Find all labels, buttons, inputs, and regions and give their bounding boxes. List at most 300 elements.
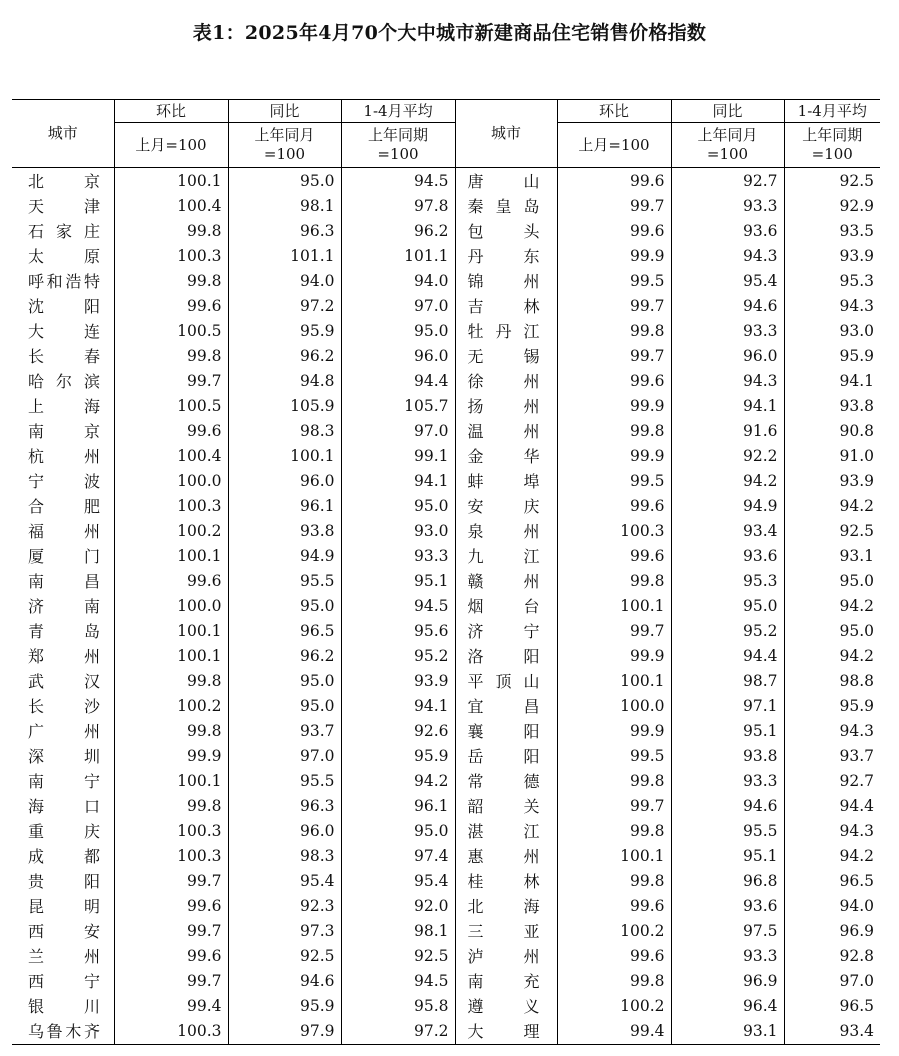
left-yoy-cell: 95.0 xyxy=(228,594,341,619)
left-city-cell xyxy=(12,669,114,694)
city-name: 沈 阳 xyxy=(28,297,100,316)
left-avg-cell: 96.0 xyxy=(341,344,455,369)
right-yoy-cell: 93.3 xyxy=(671,319,784,344)
right-city-cell xyxy=(455,194,557,219)
left-yoy-cell: 101.1 xyxy=(228,244,341,269)
left-yoy-cell: 94.0 xyxy=(228,269,341,294)
right-city-cell xyxy=(455,244,557,269)
left-mom-cell: 99.6 xyxy=(114,894,228,919)
left-mom-cell: 100.1 xyxy=(114,644,228,669)
right-yoy-cell: 96.9 xyxy=(671,969,784,994)
right-mom-cell: 99.6 xyxy=(557,894,671,919)
right-city-cell xyxy=(455,769,557,794)
right-avg-cell: 95.0 xyxy=(839,622,874,640)
city-name: 九 江 xyxy=(467,547,540,566)
left-yoy-cell: 96.2 xyxy=(228,644,341,669)
right-mom-cell: 99.8 xyxy=(557,419,671,444)
city-name: 成 都 xyxy=(28,847,100,866)
left-avg-cell: 94.5 xyxy=(341,969,455,994)
left-yoy-cell: 96.1 xyxy=(228,494,341,519)
right-city-cell xyxy=(455,794,557,819)
right-yoy-cell: 94.2 xyxy=(671,469,784,494)
left-city-cell xyxy=(12,644,114,669)
city-name: 呼 和 浩 特 xyxy=(28,272,100,291)
left-yoy-cell: 98.3 xyxy=(228,844,341,869)
right-mom-cell: 100.1 xyxy=(557,669,671,694)
table-row xyxy=(12,168,880,195)
yoy-base-line1: 上年同月 xyxy=(254,126,315,144)
right-yoy-cell: 95.4 xyxy=(671,269,784,294)
table-row xyxy=(12,869,880,894)
mom-header-left: 环比 xyxy=(114,100,228,123)
left-yoy-cell: 96.3 xyxy=(228,219,341,244)
city-name: 宜 昌 xyxy=(467,697,540,716)
left-city-cell xyxy=(12,944,114,969)
left-mom-cell: 100.1 xyxy=(114,544,228,569)
left-city-cell xyxy=(12,569,114,594)
right-city-cell xyxy=(455,669,557,694)
left-yoy-cell: 95.9 xyxy=(228,319,341,344)
city-name: 安 庆 xyxy=(467,497,540,516)
left-city-cell xyxy=(12,168,114,195)
city-name: 哈 尔 滨 xyxy=(28,372,100,391)
right-yoy-cell: 97.1 xyxy=(671,694,784,719)
right-mom-cell: 99.4 xyxy=(557,1019,671,1045)
left-yoy-cell: 97.0 xyxy=(228,744,341,769)
table-row xyxy=(12,644,880,669)
table-row xyxy=(12,594,880,619)
left-mom-cell: 99.8 xyxy=(114,794,228,819)
table-row xyxy=(12,294,880,319)
table-row xyxy=(12,344,880,369)
left-avg-cell: 95.0 xyxy=(341,819,455,844)
city-name: 扬 州 xyxy=(467,397,540,416)
left-mom-cell: 100.3 xyxy=(114,244,228,269)
left-yoy-cell: 93.7 xyxy=(228,719,341,744)
right-yoy-cell: 92.2 xyxy=(671,444,784,469)
left-avg-cell: 95.0 xyxy=(341,494,455,519)
left-city-cell xyxy=(12,294,114,319)
table-row xyxy=(12,319,880,344)
left-yoy-cell: 95.0 xyxy=(228,669,341,694)
right-city-cell xyxy=(455,619,557,644)
left-mom-cell: 100.4 xyxy=(114,444,228,469)
right-avg-cell: 95.9 xyxy=(839,347,874,365)
right-mom-cell: 99.7 xyxy=(557,194,671,219)
right-yoy-cell: 93.6 xyxy=(671,219,784,244)
left-yoy-cell: 94.6 xyxy=(228,969,341,994)
left-avg-cell: 96.1 xyxy=(341,794,455,819)
right-city-cell xyxy=(455,1019,557,1045)
right-city-cell xyxy=(455,644,557,669)
avg-base-line1: 上年同期 xyxy=(367,126,428,144)
right-yoy-cell: 95.2 xyxy=(671,619,784,644)
left-city-cell xyxy=(12,619,114,644)
city-name: 银 川 xyxy=(28,997,100,1016)
table-row xyxy=(12,469,880,494)
left-avg-cell: 98.1 xyxy=(341,919,455,944)
left-yoy-cell: 96.0 xyxy=(228,469,341,494)
city-name: 南 京 xyxy=(28,422,100,441)
left-avg-cell: 95.2 xyxy=(341,644,455,669)
left-mom-cell: 99.7 xyxy=(114,969,228,994)
city-name: 长 沙 xyxy=(28,697,100,716)
left-city-cell xyxy=(12,794,114,819)
table-row xyxy=(12,769,880,794)
left-city-cell xyxy=(12,544,114,569)
city-name: 兰 州 xyxy=(28,947,100,966)
left-mom-cell: 99.7 xyxy=(114,369,228,394)
table-row xyxy=(12,194,880,219)
right-avg-cell: 91.0 xyxy=(839,447,874,465)
right-yoy-cell: 93.3 xyxy=(671,194,784,219)
right-city-cell xyxy=(455,219,557,244)
left-mom-cell: 99.9 xyxy=(114,744,228,769)
table-row xyxy=(12,394,880,419)
yoy-header-left: 同比 xyxy=(228,100,341,123)
left-avg-cell: 97.8 xyxy=(341,194,455,219)
right-city-cell xyxy=(455,694,557,719)
left-mom-cell: 99.8 xyxy=(114,219,228,244)
city-name: 南 充 xyxy=(467,972,540,991)
yoy-base-line1: 上年同月 xyxy=(697,126,758,144)
right-avg-cell: 95.0 xyxy=(839,572,874,590)
right-mom-cell: 99.8 xyxy=(557,769,671,794)
city-name: 郑 州 xyxy=(28,647,100,666)
city-name: 平 顶 山 xyxy=(467,672,540,691)
left-city-cell xyxy=(12,344,114,369)
left-mom-cell: 100.5 xyxy=(114,394,228,419)
left-yoy-cell: 98.1 xyxy=(228,194,341,219)
right-avg-cell: 94.4 xyxy=(839,797,874,815)
city-name: 桂 林 xyxy=(467,872,540,891)
right-yoy-cell: 94.3 xyxy=(671,244,784,269)
table-row xyxy=(12,694,880,719)
right-city-cell xyxy=(455,994,557,1019)
city-name: 贵 阳 xyxy=(28,872,100,891)
right-mom-cell: 99.6 xyxy=(557,944,671,969)
right-yoy-cell: 94.6 xyxy=(671,794,784,819)
table-row xyxy=(12,219,880,244)
left-avg-cell: 105.7 xyxy=(341,394,455,419)
right-yoy-cell: 93.3 xyxy=(671,944,784,969)
right-city-cell xyxy=(455,919,557,944)
right-mom-cell: 99.7 xyxy=(557,344,671,369)
city-name: 大 连 xyxy=(28,322,100,341)
mom-header-right: 环比 xyxy=(557,100,671,123)
right-mom-cell: 99.8 xyxy=(557,569,671,594)
left-yoy-cell: 93.8 xyxy=(228,519,341,544)
city-name: 济 南 xyxy=(28,597,100,616)
right-mom-cell: 100.1 xyxy=(557,844,671,869)
left-mom-cell: 99.6 xyxy=(114,944,228,969)
city-name: 南 宁 xyxy=(28,772,100,791)
right-avg-cell: 94.2 xyxy=(839,497,874,515)
right-city-cell xyxy=(455,569,557,594)
right-mom-cell: 99.8 xyxy=(557,869,671,894)
city-name: 烟 台 xyxy=(467,597,540,616)
yoy-base-line2: =100 xyxy=(706,145,749,163)
city-name: 石 家 庄 xyxy=(28,222,100,241)
left-mom-cell: 99.8 xyxy=(114,344,228,369)
right-mom-cell: 99.9 xyxy=(557,719,671,744)
yoy-base-right xyxy=(671,123,784,168)
left-avg-cell: 93.9 xyxy=(341,669,455,694)
avg-base-line2: =100 xyxy=(811,145,853,163)
right-avg-cell: 94.3 xyxy=(839,822,874,840)
right-city-cell xyxy=(455,519,557,544)
right-mom-cell: 99.7 xyxy=(557,294,671,319)
table-row xyxy=(12,544,880,569)
left-city-cell xyxy=(12,494,114,519)
left-yoy-cell: 97.2 xyxy=(228,294,341,319)
avg-base-left xyxy=(341,123,455,168)
city-header-right: 城市 xyxy=(455,100,557,168)
left-avg-cell: 96.2 xyxy=(341,219,455,244)
city-name: 吉 林 xyxy=(467,297,540,316)
city-name: 温 州 xyxy=(467,422,540,441)
right-avg-cell: 96.5 xyxy=(839,997,874,1015)
left-mom-cell: 100.3 xyxy=(114,844,228,869)
left-avg-cell: 95.6 xyxy=(341,619,455,644)
right-mom-cell: 99.6 xyxy=(557,219,671,244)
avg-base-right xyxy=(784,123,880,168)
city-name: 厦 门 xyxy=(28,547,100,566)
left-yoy-cell: 98.3 xyxy=(228,419,341,444)
right-avg-cell: 93.1 xyxy=(839,547,874,565)
right-mom-cell: 99.5 xyxy=(557,269,671,294)
city-name: 泉 州 xyxy=(467,522,540,541)
right-yoy-cell: 93.6 xyxy=(671,544,784,569)
city-name: 济 宁 xyxy=(467,622,540,641)
right-yoy-cell: 96.0 xyxy=(671,344,784,369)
city-name: 惠 州 xyxy=(467,847,540,866)
avg-base-line2: =100 xyxy=(377,145,419,163)
left-yoy-cell: 105.9 xyxy=(228,394,341,419)
right-avg-cell: 92.7 xyxy=(839,772,874,790)
right-city-cell xyxy=(455,944,557,969)
left-mom-cell: 100.2 xyxy=(114,519,228,544)
left-city-cell xyxy=(12,769,114,794)
left-mom-cell: 99.6 xyxy=(114,294,228,319)
city-name: 青 岛 xyxy=(28,622,100,641)
right-city-cell xyxy=(455,294,557,319)
right-city-cell xyxy=(455,394,557,419)
city-name: 赣 州 xyxy=(467,572,540,591)
right-mom-cell: 100.3 xyxy=(557,519,671,544)
avg-header-left: 1-4月平均 xyxy=(341,100,455,123)
left-city-cell xyxy=(12,919,114,944)
city-name: 金 华 xyxy=(467,447,540,466)
right-mom-cell: 99.6 xyxy=(557,544,671,569)
table-row xyxy=(12,269,880,294)
right-yoy-cell: 98.7 xyxy=(671,669,784,694)
left-city-cell xyxy=(12,694,114,719)
table-row xyxy=(12,444,880,469)
right-city-cell xyxy=(455,544,557,569)
right-yoy-cell: 95.1 xyxy=(671,844,784,869)
left-avg-cell: 95.9 xyxy=(341,744,455,769)
avg-header-right: 1-4月平均 xyxy=(784,100,880,123)
city-name: 重 庆 xyxy=(28,822,100,841)
table-row xyxy=(12,819,880,844)
right-yoy-cell: 93.6 xyxy=(671,894,784,919)
right-yoy-cell: 93.8 xyxy=(671,744,784,769)
left-yoy-cell: 95.0 xyxy=(228,694,341,719)
right-city-cell xyxy=(455,168,557,195)
left-city-cell xyxy=(12,194,114,219)
price-index-table xyxy=(12,99,880,1045)
city-name: 宁 波 xyxy=(28,472,100,491)
left-yoy-cell: 97.9 xyxy=(228,1019,341,1045)
right-yoy-cell: 93.3 xyxy=(671,769,784,794)
right-mom-cell: 99.7 xyxy=(557,794,671,819)
left-avg-cell: 93.3 xyxy=(341,544,455,569)
left-city-cell xyxy=(12,744,114,769)
right-avg-cell: 97.0 xyxy=(839,972,874,990)
city-name: 杭 州 xyxy=(28,447,100,466)
right-yoy-cell: 94.6 xyxy=(671,294,784,319)
right-city-cell xyxy=(455,469,557,494)
city-name: 合 肥 xyxy=(28,497,100,516)
table-row xyxy=(12,919,880,944)
left-avg-cell: 92.5 xyxy=(341,944,455,969)
city-name: 南 昌 xyxy=(28,572,100,591)
right-yoy-cell: 93.4 xyxy=(671,519,784,544)
right-city-cell xyxy=(455,819,557,844)
left-yoy-cell: 95.9 xyxy=(228,994,341,1019)
right-mom-cell: 100.1 xyxy=(557,594,671,619)
city-name: 锦 州 xyxy=(467,272,540,291)
left-yoy-cell: 94.9 xyxy=(228,544,341,569)
right-avg-cell: 93.7 xyxy=(839,747,874,765)
table-row xyxy=(12,744,880,769)
right-city-cell xyxy=(455,719,557,744)
table-title: 表1：2025年4月70个大中城市新建商品住宅销售价格指数 xyxy=(192,22,707,44)
city-name: 乌 鲁 木 齐 xyxy=(28,1022,100,1041)
city-name: 福 州 xyxy=(28,522,100,541)
right-yoy-cell: 96.8 xyxy=(671,869,784,894)
right-avg-cell: 94.0 xyxy=(839,897,874,915)
city-name: 深 圳 xyxy=(28,747,100,766)
right-yoy-cell: 96.4 xyxy=(671,994,784,1019)
city-name: 湛 江 xyxy=(467,822,540,841)
city-name: 洛 阳 xyxy=(467,647,540,666)
right-yoy-cell: 91.6 xyxy=(671,419,784,444)
city-name: 太 原 xyxy=(28,247,100,266)
right-avg-cell: 95.3 xyxy=(839,272,874,290)
table-row xyxy=(12,844,880,869)
left-city-cell xyxy=(12,244,114,269)
right-mom-cell: 99.8 xyxy=(557,819,671,844)
left-avg-cell: 93.0 xyxy=(341,519,455,544)
left-mom-cell: 100.4 xyxy=(114,194,228,219)
right-avg-cell: 94.2 xyxy=(839,647,874,665)
left-city-cell xyxy=(12,269,114,294)
left-yoy-cell: 97.3 xyxy=(228,919,341,944)
right-mom-cell: 99.8 xyxy=(557,969,671,994)
right-city-cell xyxy=(455,594,557,619)
right-avg-cell: 94.2 xyxy=(839,847,874,865)
right-city-cell xyxy=(455,844,557,869)
left-city-cell xyxy=(12,319,114,344)
left-avg-cell: 101.1 xyxy=(341,244,455,269)
mom-base-right: 上月=100 xyxy=(557,123,671,168)
table-body xyxy=(12,168,880,1045)
city-name: 西 安 xyxy=(28,922,100,941)
left-avg-cell: 97.2 xyxy=(341,1019,455,1045)
right-yoy-cell: 95.0 xyxy=(671,594,784,619)
right-mom-cell: 99.5 xyxy=(557,744,671,769)
left-avg-cell: 95.1 xyxy=(341,569,455,594)
right-avg-cell: 93.5 xyxy=(839,222,874,240)
left-city-cell xyxy=(12,594,114,619)
left-yoy-cell: 95.4 xyxy=(228,869,341,894)
table-row xyxy=(12,794,880,819)
city-name: 西 宁 xyxy=(28,972,100,991)
left-yoy-cell: 95.5 xyxy=(228,569,341,594)
left-city-cell xyxy=(12,819,114,844)
left-yoy-cell: 94.8 xyxy=(228,369,341,394)
table-row xyxy=(12,419,880,444)
left-yoy-cell: 92.3 xyxy=(228,894,341,919)
left-avg-cell: 95.4 xyxy=(341,869,455,894)
left-avg-cell: 92.6 xyxy=(341,719,455,744)
left-mom-cell: 99.6 xyxy=(114,569,228,594)
left-city-cell xyxy=(12,844,114,869)
right-yoy-cell: 94.4 xyxy=(671,644,784,669)
right-avg-cell: 94.3 xyxy=(839,297,874,315)
right-city-cell xyxy=(455,444,557,469)
right-mom-cell: 99.9 xyxy=(557,244,671,269)
right-mom-cell: 100.2 xyxy=(557,994,671,1019)
table-row xyxy=(12,519,880,544)
left-city-cell xyxy=(12,894,114,919)
table-row xyxy=(12,944,880,969)
left-mom-cell: 99.7 xyxy=(114,869,228,894)
left-city-cell xyxy=(12,1019,114,1045)
yoy-base-line2: =100 xyxy=(263,145,306,163)
left-avg-cell: 94.0 xyxy=(341,269,455,294)
city-name: 天 津 xyxy=(28,197,100,216)
left-yoy-cell: 95.0 xyxy=(228,168,341,195)
right-city-cell xyxy=(455,894,557,919)
left-city-cell xyxy=(12,419,114,444)
right-yoy-cell: 93.1 xyxy=(671,1019,784,1045)
city-name: 牡 丹 江 xyxy=(467,322,540,341)
city-name: 岳 阳 xyxy=(467,747,540,766)
left-yoy-cell: 92.5 xyxy=(228,944,341,969)
city-name: 襄 阳 xyxy=(467,722,540,741)
right-mom-cell: 99.9 xyxy=(557,644,671,669)
left-avg-cell: 97.0 xyxy=(341,419,455,444)
right-avg-cell: 93.0 xyxy=(839,322,874,340)
left-mom-cell: 100.5 xyxy=(114,319,228,344)
mom-base-left: 上月=100 xyxy=(114,123,228,168)
city-name: 遵 义 xyxy=(467,997,540,1016)
right-mom-cell: 99.6 xyxy=(557,168,671,195)
left-avg-cell: 94.2 xyxy=(341,769,455,794)
left-mom-cell: 99.6 xyxy=(114,419,228,444)
city-name: 徐 州 xyxy=(467,372,540,391)
left-avg-cell: 92.0 xyxy=(341,894,455,919)
left-yoy-cell: 96.2 xyxy=(228,344,341,369)
left-avg-cell: 95.0 xyxy=(341,319,455,344)
left-mom-cell: 99.8 xyxy=(114,719,228,744)
table-row xyxy=(12,619,880,644)
city-name: 蚌 埠 xyxy=(467,472,540,491)
right-avg-cell: 92.8 xyxy=(839,947,874,965)
